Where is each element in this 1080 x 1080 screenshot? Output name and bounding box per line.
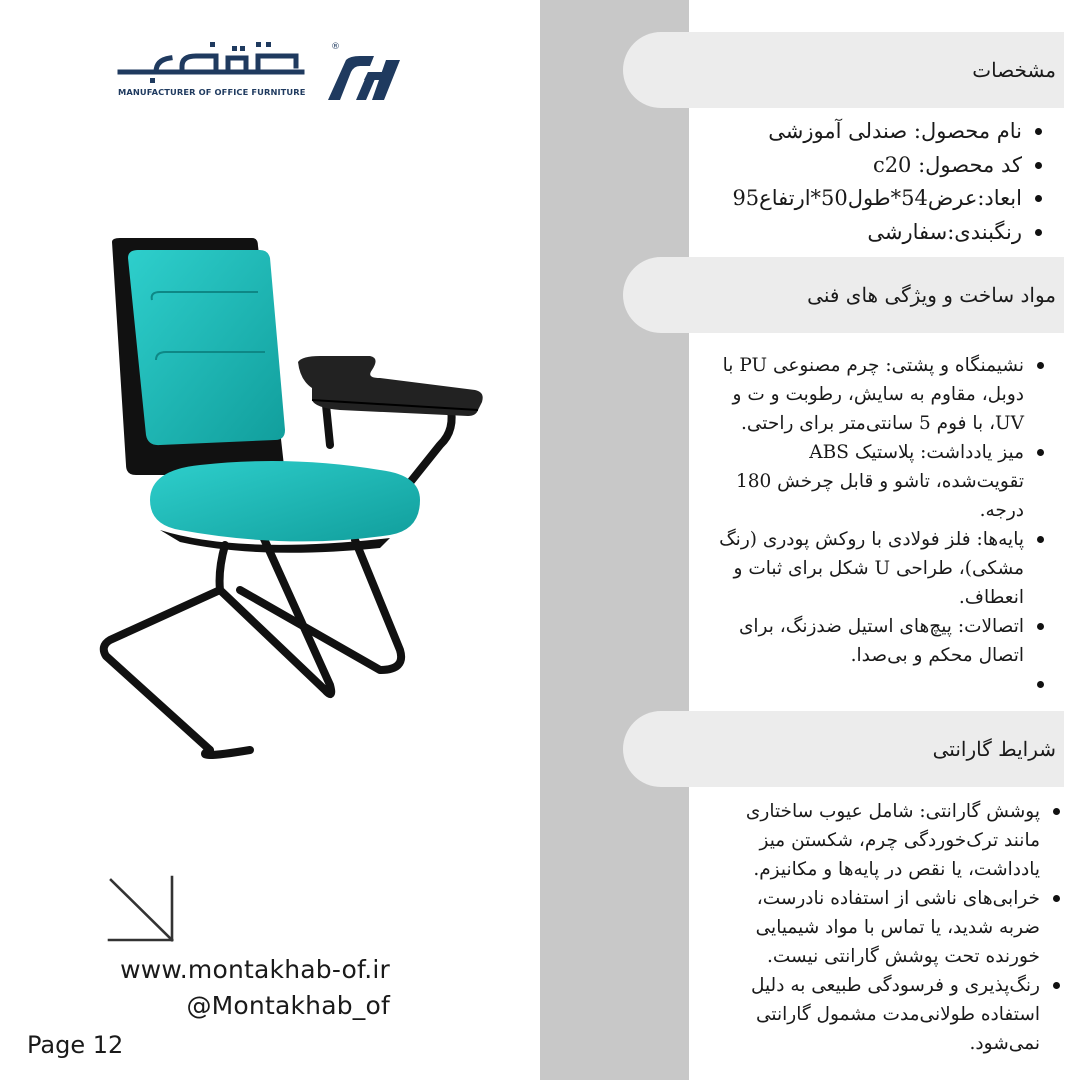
section-header-materials (623, 257, 1064, 333)
section-header-warranty (623, 711, 1064, 787)
list-item: اتصالات: پیچ‌های استیل ضدزنگ، برای اتصال محکم و بی‌صدا. (716, 612, 1046, 670)
page-number: Page 12 (27, 1031, 124, 1059)
social-handle-link[interactable]: @Montakhab_of (186, 991, 390, 1020)
decorative-gray-strip (540, 0, 689, 1080)
section-title: مشخصات (972, 58, 1056, 82)
list-item: رنگبندی:سفارشی (744, 216, 1044, 250)
list-item-empty (716, 670, 1046, 699)
list-item: کد محصول: c20 (744, 149, 1044, 183)
brand-logo (112, 40, 412, 102)
logo-tagline: MANUFACTURER OF OFFICE FURNITURE (118, 87, 306, 97)
specifications-list (732, 115, 1044, 249)
list-item: خرابی‌های ناشی از استفاده نادرست، ضربه شدید، یا تماس با مواد شیمیایی خورنده تحت پوشش گارانتی نیست. (712, 884, 1062, 971)
materials-list (716, 351, 1046, 699)
arrow-down-right-icon (106, 874, 178, 944)
warranty-list (712, 797, 1062, 1058)
list-item: نام محصول: صندلی آموزشی (744, 115, 1044, 149)
list-item: نشیمنگاه و پشتی: چرم مصنوعی PU با دوبل، مقاوم به سایش، رطوبت و ت و UV، با فوم 5 سانتی‌متر برای راحتی. (716, 351, 1046, 438)
section-title: مواد ساخت و ویژگی های فنی (807, 283, 1056, 307)
list-item: رنگ‌پذیری و فرسودگی طبیعی به دلیل استفاده طولانی‌مدت مشمول گارانتی نمی‌شود. (712, 971, 1062, 1058)
list-item: میز یادداشت: پلاستیک ABS تقویت‌شده، تاشو و قابل چرخش 180 درجه. (716, 438, 1046, 525)
section-header-specifications (623, 32, 1064, 108)
section-title: شرایط گارانتی (932, 737, 1056, 761)
product-image-chair (90, 230, 500, 770)
list-item: پوشش گارانتی: شامل عیوب ساختاری مانند ترک‌خوردگی چرم، شکستن میز یادداشت، یا نقص در پایه‌ها و مکانیزم. (712, 797, 1062, 884)
list-item: پایه‌ها: فلز فولادی با روکش پودری (رنگ مشکی)، طراحی U شکل برای ثبات و انعطاف. (716, 525, 1046, 612)
website-link[interactable]: www.montakhab-of.ir (120, 955, 390, 984)
registered-mark: ® (331, 42, 340, 52)
list-item: ابعاد:عرض54*طول50*ارتفاع95 (744, 182, 1044, 216)
logo-monogram-icon (320, 46, 412, 100)
logo-wordmark-icon (116, 40, 306, 84)
